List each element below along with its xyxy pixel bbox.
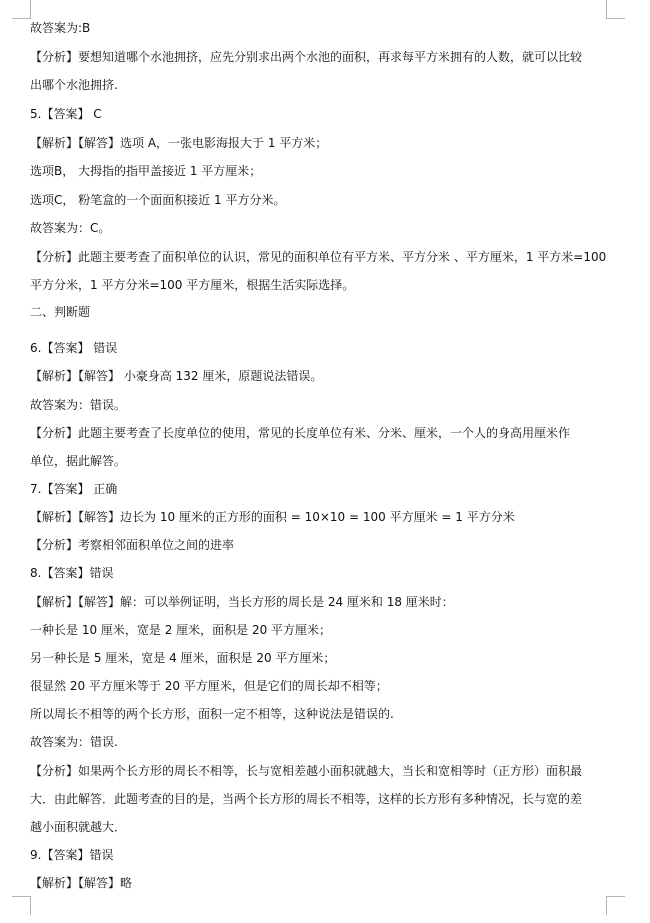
text-line: 【分析】要想知道哪个水池拥挤，应先分别求出两个水池的面积，再求每平方米拥有的人数，就可以比较 <box>30 50 583 64</box>
text-line: 8.【答案】错误 <box>30 566 114 580</box>
text-line: 故答案为：错误. <box>30 735 118 749</box>
text-line: 一种长是 10 厘米，宽是 2 厘米，面积是 20 平方厘米； <box>30 623 332 637</box>
text-line: 单位，据此解答。 <box>30 454 127 468</box>
text-line: 平方分米，1 平方分米=100 平方厘米，根据生活实际选择。 <box>30 278 355 292</box>
section-heading: 二、判断题 <box>30 305 91 319</box>
text-line: 选项B， 大拇指的指甲盖接近 1 平方厘米； <box>30 164 262 178</box>
text-line: 【解析】【解答】边长为 10 厘米的正方形的面积 = 10×10 = 100 平方厘米 = 1 平方分米 <box>30 510 515 524</box>
text-line: 【分析】此题主要考查了面积单位的认识，常见的面积单位有平方米、平方分米 、平方厘米，1 平方米=100 <box>30 250 607 264</box>
text-line: 【分析】考察相邻面积单位之间的进率 <box>30 538 235 552</box>
text-line: 9.【答案】错误 <box>30 848 114 862</box>
text-line: 选项C， 粉笔盒的一个面面积接近 1 平方分米。 <box>30 193 286 207</box>
text-line: 6.【答案】 错误 <box>30 341 118 355</box>
text-line: 【解析】【解答】解：可以举例证明，当长方形的周长是 24 厘米和 18 厘米时： <box>30 595 454 609</box>
text-line: 出哪个水池拥挤. <box>30 78 118 92</box>
text-line: 【解析】【解答】略 <box>30 876 133 890</box>
text-line: 越小面积就越大． <box>30 820 127 834</box>
page-corner-mark <box>12 0 31 19</box>
page-corner-mark <box>12 896 31 915</box>
text-line: 【解析】【解答】 小豪身高 132 厘米，原题说法错误。 <box>30 369 323 383</box>
page-corner-mark <box>606 896 625 915</box>
text-line: 7.【答案】 正确 <box>30 482 118 496</box>
text-line: 故答案为：错误。 <box>30 398 127 412</box>
page-corner-mark <box>606 0 625 19</box>
text-line: 故答案为:B <box>30 21 91 35</box>
text-line: 【分析】如果两个长方形的周长不相等，长与宽相差越小面积就越大，当长和宽相等时（正方形）面积最 <box>30 764 583 778</box>
text-line: 很显然 20 平方厘米等于 20 平方厘米，但是它们的周长却不相等； <box>30 679 388 693</box>
text-line: 大．由此解答．此题考查的目的是，当两个长方形的周长不相等，这样的长方形有多种情况，长与宽的差 <box>30 792 583 806</box>
text-line: 故答案为：C。 <box>30 221 111 235</box>
text-line: 所以周长不相等的两个长方形，面积一定不相等，这种说法是错误的. <box>30 707 394 721</box>
text-line: 另一种长是 5 厘米，宽是 4 厘米，面积是 20 平方厘米； <box>30 651 336 665</box>
text-line: 【解析】【解答】选项 A，一张电影海报大于 1 平方米； <box>30 136 328 150</box>
text-line: 5.【答案】 C <box>30 107 102 121</box>
text-line: 【分析】此题主要考查了长度单位的使用，常见的长度单位有米、分米、厘米，一个人的身高用厘米作 <box>30 426 571 440</box>
